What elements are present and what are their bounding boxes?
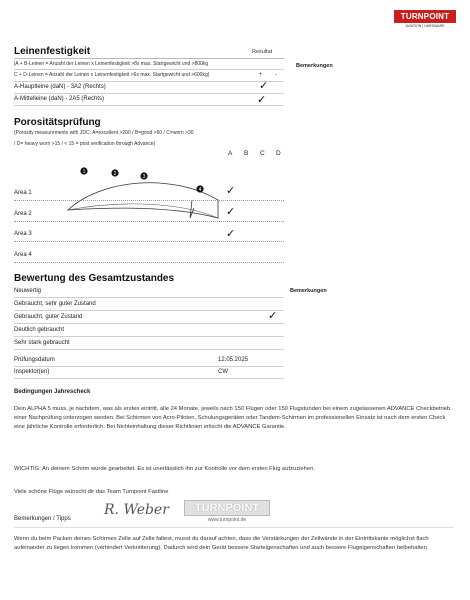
area-3: Area 3: [14, 231, 32, 237]
area-1: Area 1: [14, 190, 32, 196]
checkmark-icon: ✓: [268, 310, 278, 322]
condition-row-2: Gebraucht, sehr guter Zustand: [14, 301, 96, 307]
strength-row-1: A-Hauptleine (daN) - 3A2 (Rechts): [14, 84, 106, 90]
turnpoint-logo: [394, 10, 456, 28]
divider: [14, 349, 284, 350]
divider: [14, 310, 284, 311]
date-label: Prüfungsdatum: [14, 357, 55, 363]
remarks-tips-label: Bemerkungen / Tipps: [14, 516, 71, 522]
divider: [14, 221, 284, 222]
divider: [14, 336, 284, 337]
marker-label: 2: [113, 171, 117, 177]
divider: [14, 93, 284, 94]
porosity-title: Porositätsprüfung: [14, 117, 101, 128]
stamp-url: www.turnpoint.de: [207, 517, 247, 523]
checkmark-icon: ✓: [226, 206, 236, 218]
marker-label: 3: [142, 174, 146, 180]
col-c: C: [260, 150, 265, 157]
logo-tagline: AVIATION | HARDWARE: [405, 24, 445, 28]
strength-row-2: A-Mittelleine (daN) - 2A5 (Rechts): [14, 96, 105, 102]
packing-paragraph: Wenn du beim Packen deines Schirmes Zelle auf Zelle faltest, musst du darauf achten, dass die Verstärkungen der Zellwände in der Eintrittskante möglichst flach aufeinander zu liegen kommen (verhindert Verknitterung). Dadurch wird dein Gerät bessere Starteigenschaften und auch bessere Flugeigenschaften beibehalten.: [14, 536, 429, 551]
porosity-note-1: (Porosity measurements with JDC: A=excellent >200 / B=good >60 / C=worn >30: [14, 130, 194, 136]
area-4: Area 4: [14, 252, 32, 258]
col-a: A: [228, 150, 233, 157]
divider: [14, 366, 284, 367]
conditions-title: Bedingungen Jahrescheck: [14, 389, 91, 395]
result-label: Resultat: [252, 49, 273, 55]
condition-row-1: Neuwertig: [14, 288, 42, 294]
minus-sign: -: [275, 72, 277, 78]
porosity-note-2: / D= heavy worn >15 / < 15 = post verification through Advance): [14, 141, 156, 147]
divider: [14, 105, 284, 106]
checkmark-icon: ✓: [226, 228, 236, 240]
checkmark-icon: ✓: [226, 185, 236, 197]
plus-sign: +: [259, 72, 263, 78]
divider: [14, 81, 284, 82]
condition-row-5: Sehr stark gebraucht: [14, 340, 70, 346]
strength-remarks-label: Bemerkungen: [296, 63, 333, 69]
logo-brand: TURNPOINT: [394, 10, 456, 23]
col-d: D: [276, 150, 281, 157]
divider: [14, 58, 284, 59]
divider: [14, 69, 284, 70]
divider: [14, 262, 284, 263]
strength-title: Leinenfestigkeit: [14, 46, 91, 57]
wing-diagram: [60, 160, 230, 230]
stamp-brand: TURNPOINT: [184, 500, 270, 516]
inspector-label: Inspektor(en): [14, 369, 50, 375]
rule-cd: C + D-Leinen = Anzahl der Leinen x Leinenfestigkeit >6x max. Startgewicht und >600kg): [14, 72, 210, 78]
marker-label: 4: [198, 187, 202, 193]
divider: [14, 323, 284, 324]
marker-label: 1: [82, 169, 86, 175]
area-2: Area 2: [14, 211, 32, 217]
condition-title: Bewertung des Gesamtzustandes: [14, 273, 175, 284]
inspector-value: CW: [218, 369, 228, 375]
warning-paragraph: WICHTIG: An deinem Schirm wurde gearbeitet. Es ist unerlässlich ihn zur Kontrolle vor dem ersten Flug aufzuziehen.: [14, 466, 315, 472]
divider: [14, 241, 284, 242]
checkmark-icon: ✓: [257, 94, 267, 106]
condition-remarks-label: Bemerkungen: [290, 288, 327, 294]
signature: R. Weber: [104, 502, 169, 518]
date-value: 12.05.2025: [218, 357, 249, 363]
col-b: B: [244, 150, 249, 157]
condition-row-4: Deutlich gebraucht: [14, 327, 65, 333]
condition-row-3: Gebraucht, guter Zustand: [14, 314, 83, 320]
divider: [14, 200, 284, 201]
checkmark-icon: ✓: [259, 80, 269, 92]
turnpoint-stamp: [184, 500, 270, 523]
greeting-paragraph: Viele schöne Flüge wünscht dir das Team Turnpoint Fastline: [14, 489, 169, 495]
divider: [14, 527, 454, 528]
conditions-paragraph: Dein ALPHA 5 muss, je nachdem, was als erstes eintritt, alle 24 Monate, jeweils nach 150 Flügen oder 150 Flugstunden bei einem zugelassenen ADVANCE Checkbetrieb einer Nachprüfung unterzogen werden. Bei Schirmen von Acro-Piloten, Schulungsgeräten oder Tandem-Schirmen im professionellen Einsatz ist nach dem ersten Check eine jährliche Kontrolle erforderlich. Bei Nichteinhaltung dieser Richtlinien erlischt die ADVANCE Garantie.: [14, 406, 451, 430]
divider: [14, 378, 284, 379]
divider: [14, 297, 284, 298]
rule-ab: |A + B-Leinen = Anzahl der Leinen x Leinenfestigkeit >8x max. Startgewicht und >800kg: [14, 61, 209, 67]
